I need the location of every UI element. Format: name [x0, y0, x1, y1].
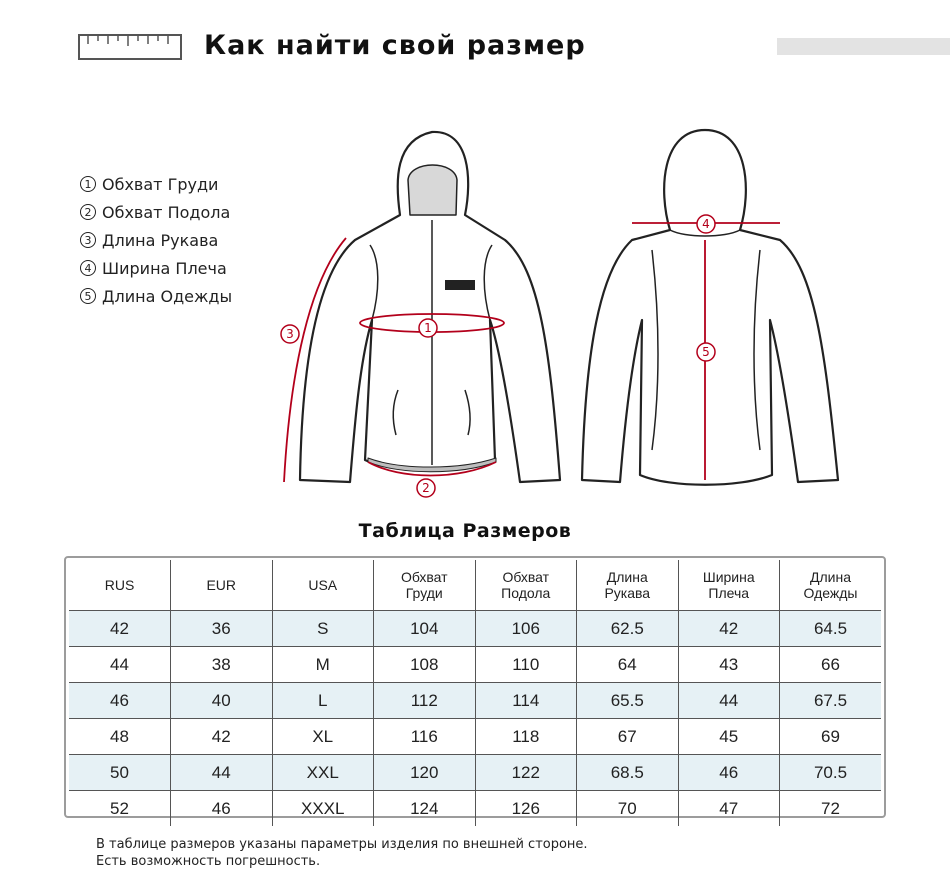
table-cell: 70 — [577, 791, 679, 827]
table-cell: 46 — [110, 690, 129, 710]
table-cell: 69 — [780, 719, 882, 755]
table-cell: 104 — [374, 611, 476, 647]
table-cell: 64.5 — [780, 611, 882, 647]
table-cell: 42 — [678, 611, 780, 647]
table-cell: 124 — [374, 791, 476, 827]
legend-item-shoulder — [80, 254, 232, 282]
marker-2-label: 2 — [422, 481, 430, 495]
legend-item-hem — [80, 198, 232, 226]
legend-label: Длина Одежды — [102, 286, 233, 306]
table-cell: 106 — [475, 611, 577, 647]
table-cell: 44 — [678, 683, 780, 719]
column-header: Длина Рукава — [577, 560, 679, 611]
table-row — [69, 611, 881, 647]
column-header: Длина Одежды — [780, 560, 882, 611]
legend-label: Обхват Груди — [102, 174, 219, 194]
back-jacket-icon — [582, 130, 838, 485]
table-cell: XL — [272, 719, 374, 755]
table-cell: 42 — [171, 719, 273, 755]
column-header: Обхват Подола — [475, 560, 577, 611]
marker-3-icon: 3 — [80, 232, 96, 248]
table-cell: 45 — [678, 719, 780, 755]
column-header: Обхват Груди — [374, 560, 476, 611]
table-cell: 67.5 — [780, 683, 882, 719]
table-row — [69, 791, 881, 827]
ruler-icon — [78, 34, 182, 60]
table-title: Таблица Размеров — [358, 520, 572, 542]
table-cell: 114 — [475, 683, 577, 719]
table-cell: 42 — [110, 618, 129, 638]
legend-label: Ширина Плеча — [102, 258, 227, 278]
column-header: Ширина Плеча — [678, 560, 780, 611]
table-row — [69, 683, 881, 719]
marker-1-icon: 1 — [80, 176, 96, 192]
table-cell: 108 — [374, 647, 476, 683]
column-header: RUS — [104, 577, 135, 593]
table-cell: 67 — [577, 719, 679, 755]
table-cell: 112 — [374, 683, 476, 719]
table-cell: XXXL — [272, 791, 374, 827]
table-cell: 120 — [374, 755, 476, 791]
table-header-row — [69, 560, 881, 611]
decorative-bar — [777, 38, 950, 55]
table-cell: 46 — [171, 791, 273, 827]
table-cell: 66 — [780, 647, 882, 683]
table-cell: 44 — [171, 755, 273, 791]
table-cell: L — [272, 683, 374, 719]
marker-5-label: 5 — [702, 345, 710, 359]
table-cell: 40 — [171, 683, 273, 719]
table-cell: 43 — [678, 647, 780, 683]
legend-item-length — [80, 282, 232, 310]
column-header: USA — [272, 560, 374, 611]
table-cell: 126 — [475, 791, 577, 827]
legend-label: Длина Рукава — [102, 230, 219, 250]
jacket-diagram — [260, 120, 860, 500]
marker-3-label: 3 — [286, 327, 294, 341]
table-cell: 72 — [780, 791, 882, 827]
legend-item-sleeve — [80, 226, 232, 254]
legend-item-chest — [80, 170, 232, 198]
table-cell: 116 — [374, 719, 476, 755]
table-row — [69, 755, 881, 791]
size-table-frame — [64, 556, 886, 818]
table-cell: 62.5 — [577, 611, 679, 647]
footnote-line: Есть возможность погрешность. — [96, 854, 321, 869]
table-cell: M — [272, 647, 374, 683]
marker-2-icon: 2 — [80, 204, 96, 220]
table-cell: 46 — [678, 755, 780, 791]
table-cell: 64 — [577, 647, 679, 683]
table-cell: 48 — [110, 726, 129, 746]
table-cell: 52 — [110, 798, 129, 818]
table-cell: 110 — [475, 647, 577, 683]
marker-4-label: 4 — [702, 217, 710, 231]
marker-4-icon: 4 — [80, 260, 96, 276]
footnote-line: В таблице размеров указаны параметры изделия по внешней стороне. — [96, 837, 588, 852]
table-cell: 122 — [475, 755, 577, 791]
table-cell: 118 — [475, 719, 577, 755]
table-row — [69, 719, 881, 755]
table-cell: 65.5 — [577, 683, 679, 719]
footnote — [96, 836, 588, 870]
table-cell: 68.5 — [577, 755, 679, 791]
page-title: Как найти свой размер — [204, 30, 586, 61]
table-cell: 50 — [110, 762, 129, 782]
size-table — [69, 560, 881, 826]
marker-1-label: 1 — [424, 321, 432, 335]
table-cell: 36 — [171, 611, 273, 647]
table-row — [69, 647, 881, 683]
table-cell: 44 — [110, 654, 129, 674]
column-header: EUR — [171, 560, 273, 611]
table-cell: 47 — [678, 791, 780, 827]
table-cell: 38 — [171, 647, 273, 683]
marker-5-icon: 5 — [80, 288, 96, 304]
table-cell: S — [272, 611, 374, 647]
table-cell: 70.5 — [780, 755, 882, 791]
legend-label: Обхват Подола — [102, 202, 231, 222]
table-cell: XXL — [272, 755, 374, 791]
measurement-legend — [80, 170, 232, 310]
